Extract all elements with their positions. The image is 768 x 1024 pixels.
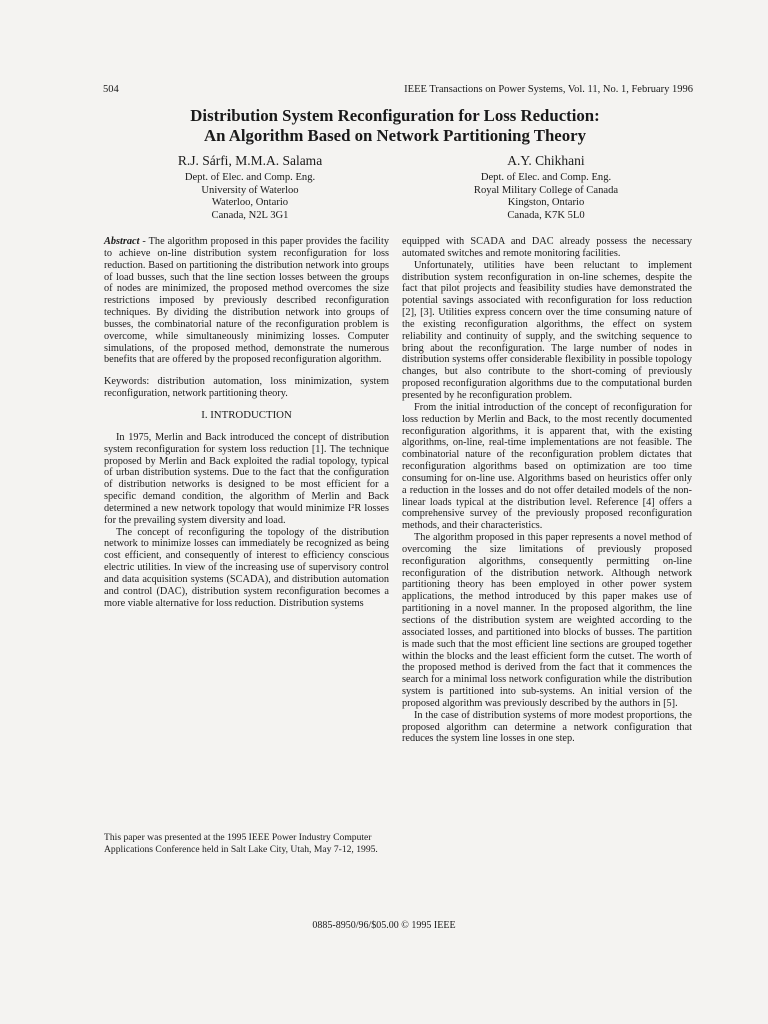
title-line-2: An Algorithm Based on Network Partitioning Theory	[204, 126, 586, 145]
copyright-footer: 0885-8950/96/$05.00 © 1995 IEEE	[312, 920, 456, 931]
keywords: Keywords: distribution automation, loss minimization, system reconfiguration, network partitioning theory.	[104, 376, 389, 400]
right-paragraph-2: From the initial introduction of the concept of reconfiguration for loss reduction by Merlin and Back, to the most recently documented reconfiguration algorithms, it is apparent that, with the existing algorithms, on-line, real-time implementations are not feasible. The combinatorial nature of the reconfiguration problem dictates that reconfiguration algorithms based on optimization are too time consuming for on-line use. Algorithms based on heuristics offer only a reduction in the losses and do not offer detailed models of the non-linear loads typical at the distribution level. Reference [4] offers a comprehensive survey of the previously proposed reconfiguration methods, and their characteristics.	[402, 401, 692, 532]
right-column	[402, 236, 692, 745]
paper-title	[90, 106, 700, 146]
abstract	[104, 236, 389, 366]
author-names-right: A.Y. Chikhani	[507, 153, 585, 168]
title-line-1: Distribution System Reconfiguration for Loss Reduction:	[190, 106, 600, 125]
page-header	[103, 84, 693, 98]
author-block-right	[420, 153, 672, 222]
conference-footnote: This paper was presented at the 1995 IEEE Power Industry Computer Applications Conference held in Salt Lake City, Utah, May 7-12, 1995.	[104, 832, 378, 855]
right-paragraph-1: Unfortunately, utilities have been reluctant to implement distribution system reconfiguration in on-line schemes, despite the fact that pilot projects and feasibility studies have demonstrated the potential savings associated with reconfiguration for loss reduction [2], [3]. Utilities express concern over the time consuming nature of the existing reconfiguration algorithms, the effect on system reliability and continuity of supply, and the switching sequence to bring about the reconfiguration. The large number of nodes in distribution systems offer considerable flexibility in possible topology changes, but also contribute to the short-coming of previously proposed reconfiguration algorithms due to the computational burden presented by he reconfiguration problem.	[402, 259, 692, 401]
right-paragraph-3: The algorithm proposed in this paper represents a novel method of overcoming the size limitations of previously proposed reconfiguration algorithms, consequently permitting on-line reconfiguration of the distribution network. Although network partitioning theory has been employed in other power system applications, the method introduced by this paper makes use of partitioning in a novel manner. In the proposed algorithm, the line sections of the distribution system are weighted according to the associated losses, and partitioned into blocks of busses. The partition is made such that the most efficient line sections are grouped together within the blocks and the least efficient form the cutset. The worth of the proposed method is derived from the fact that it commences the search for a minimal loss network configuration while the distribution system is partitioned into sub-systems. An initial version of the proposed algorithm was previously described by the authors in [5].	[402, 532, 692, 709]
affiliation-left-1: Dept. of Elec. and Comp. Eng.	[184, 172, 316, 183]
page-number: 504	[103, 84, 119, 95]
abstract-text: - The algorithm proposed in this paper provides the facility to achieve on-line distribution system reconfiguration for loss reduction. Based on partitioning the distribution network into groups of load busses, such that the line section losses between the groups of nodes are minimized, the proposed method overcomes the size restrictions imposed by previously described reconfiguration techniques. By dividing the distribution network into groups of busses, the combinatorial nature of the reconfiguration problem is overcome, while simultaneously minimizing losses. Computer simulations, of the proposed method, demonstrate the numerous benefits that are offered by the proposed reconfiguration algorithm.	[104, 236, 389, 366]
affiliation-right-2: Royal Military College of Canada	[473, 184, 619, 196]
journal-citation: IEEE Transactions on Power Systems, Vol. 11, No. 1, February 1996	[404, 84, 693, 95]
affiliation-left-4: Canada, N2L 3G1	[211, 209, 289, 221]
intro-paragraph-2: The concept of reconfiguring the topology of the distribution network to minimize losses can immediately be recognized as being cost efficient, and consequently of interest to efficiency conscious electric utilities. In view of the increasing use of supervisory control and data acquisition systems (SCADA), and distribution automation and control (DAC), distribution system reconfiguration becomes a more viable alternative for loss reduction. Distribution systems	[104, 526, 389, 609]
right-paragraph-0: equipped with SCADA and DAC already possess the necessary automated switches and remote monitoring facilities.	[402, 236, 692, 259]
affiliation-right-1: Dept. of Elec. and Comp. Eng.	[480, 172, 612, 183]
right-paragraph-4: In the case of distribution systems of more modest proportions, the proposed algorithm can determine a network configuration that reduces the system line losses in one step.	[402, 709, 692, 745]
affiliation-left-2: University of Waterloo	[201, 184, 299, 196]
abstract-label: Abstract	[104, 236, 140, 247]
author-names-left: R.J. Sárfi, M.M.A. Salama	[177, 153, 323, 168]
section-heading-introduction: I. INTRODUCTION	[201, 408, 292, 421]
author-block-left	[150, 153, 350, 222]
affiliation-left-3: Waterloo, Ontario	[211, 197, 289, 209]
affiliation-right-3: Kingston, Ontario	[507, 197, 585, 209]
affiliation-right-4: Canada, K7K 5L0	[507, 209, 585, 221]
intro-paragraph-1: In 1975, Merlin and Back introduced the concept of distribution system reconfiguration for system loss reduction [1]. The technique proposed by Merlin and Back exploited the radial topology, typical of urban distribution systems. Due to the fact that the configuration of distribution networks is designed to be most efficient for a specific demand condition, the algorithm of Merlin and Back determined a new network topology that would minimize I²R losses for the prevailing system diversity and load.	[104, 431, 389, 526]
left-column	[104, 236, 389, 609]
